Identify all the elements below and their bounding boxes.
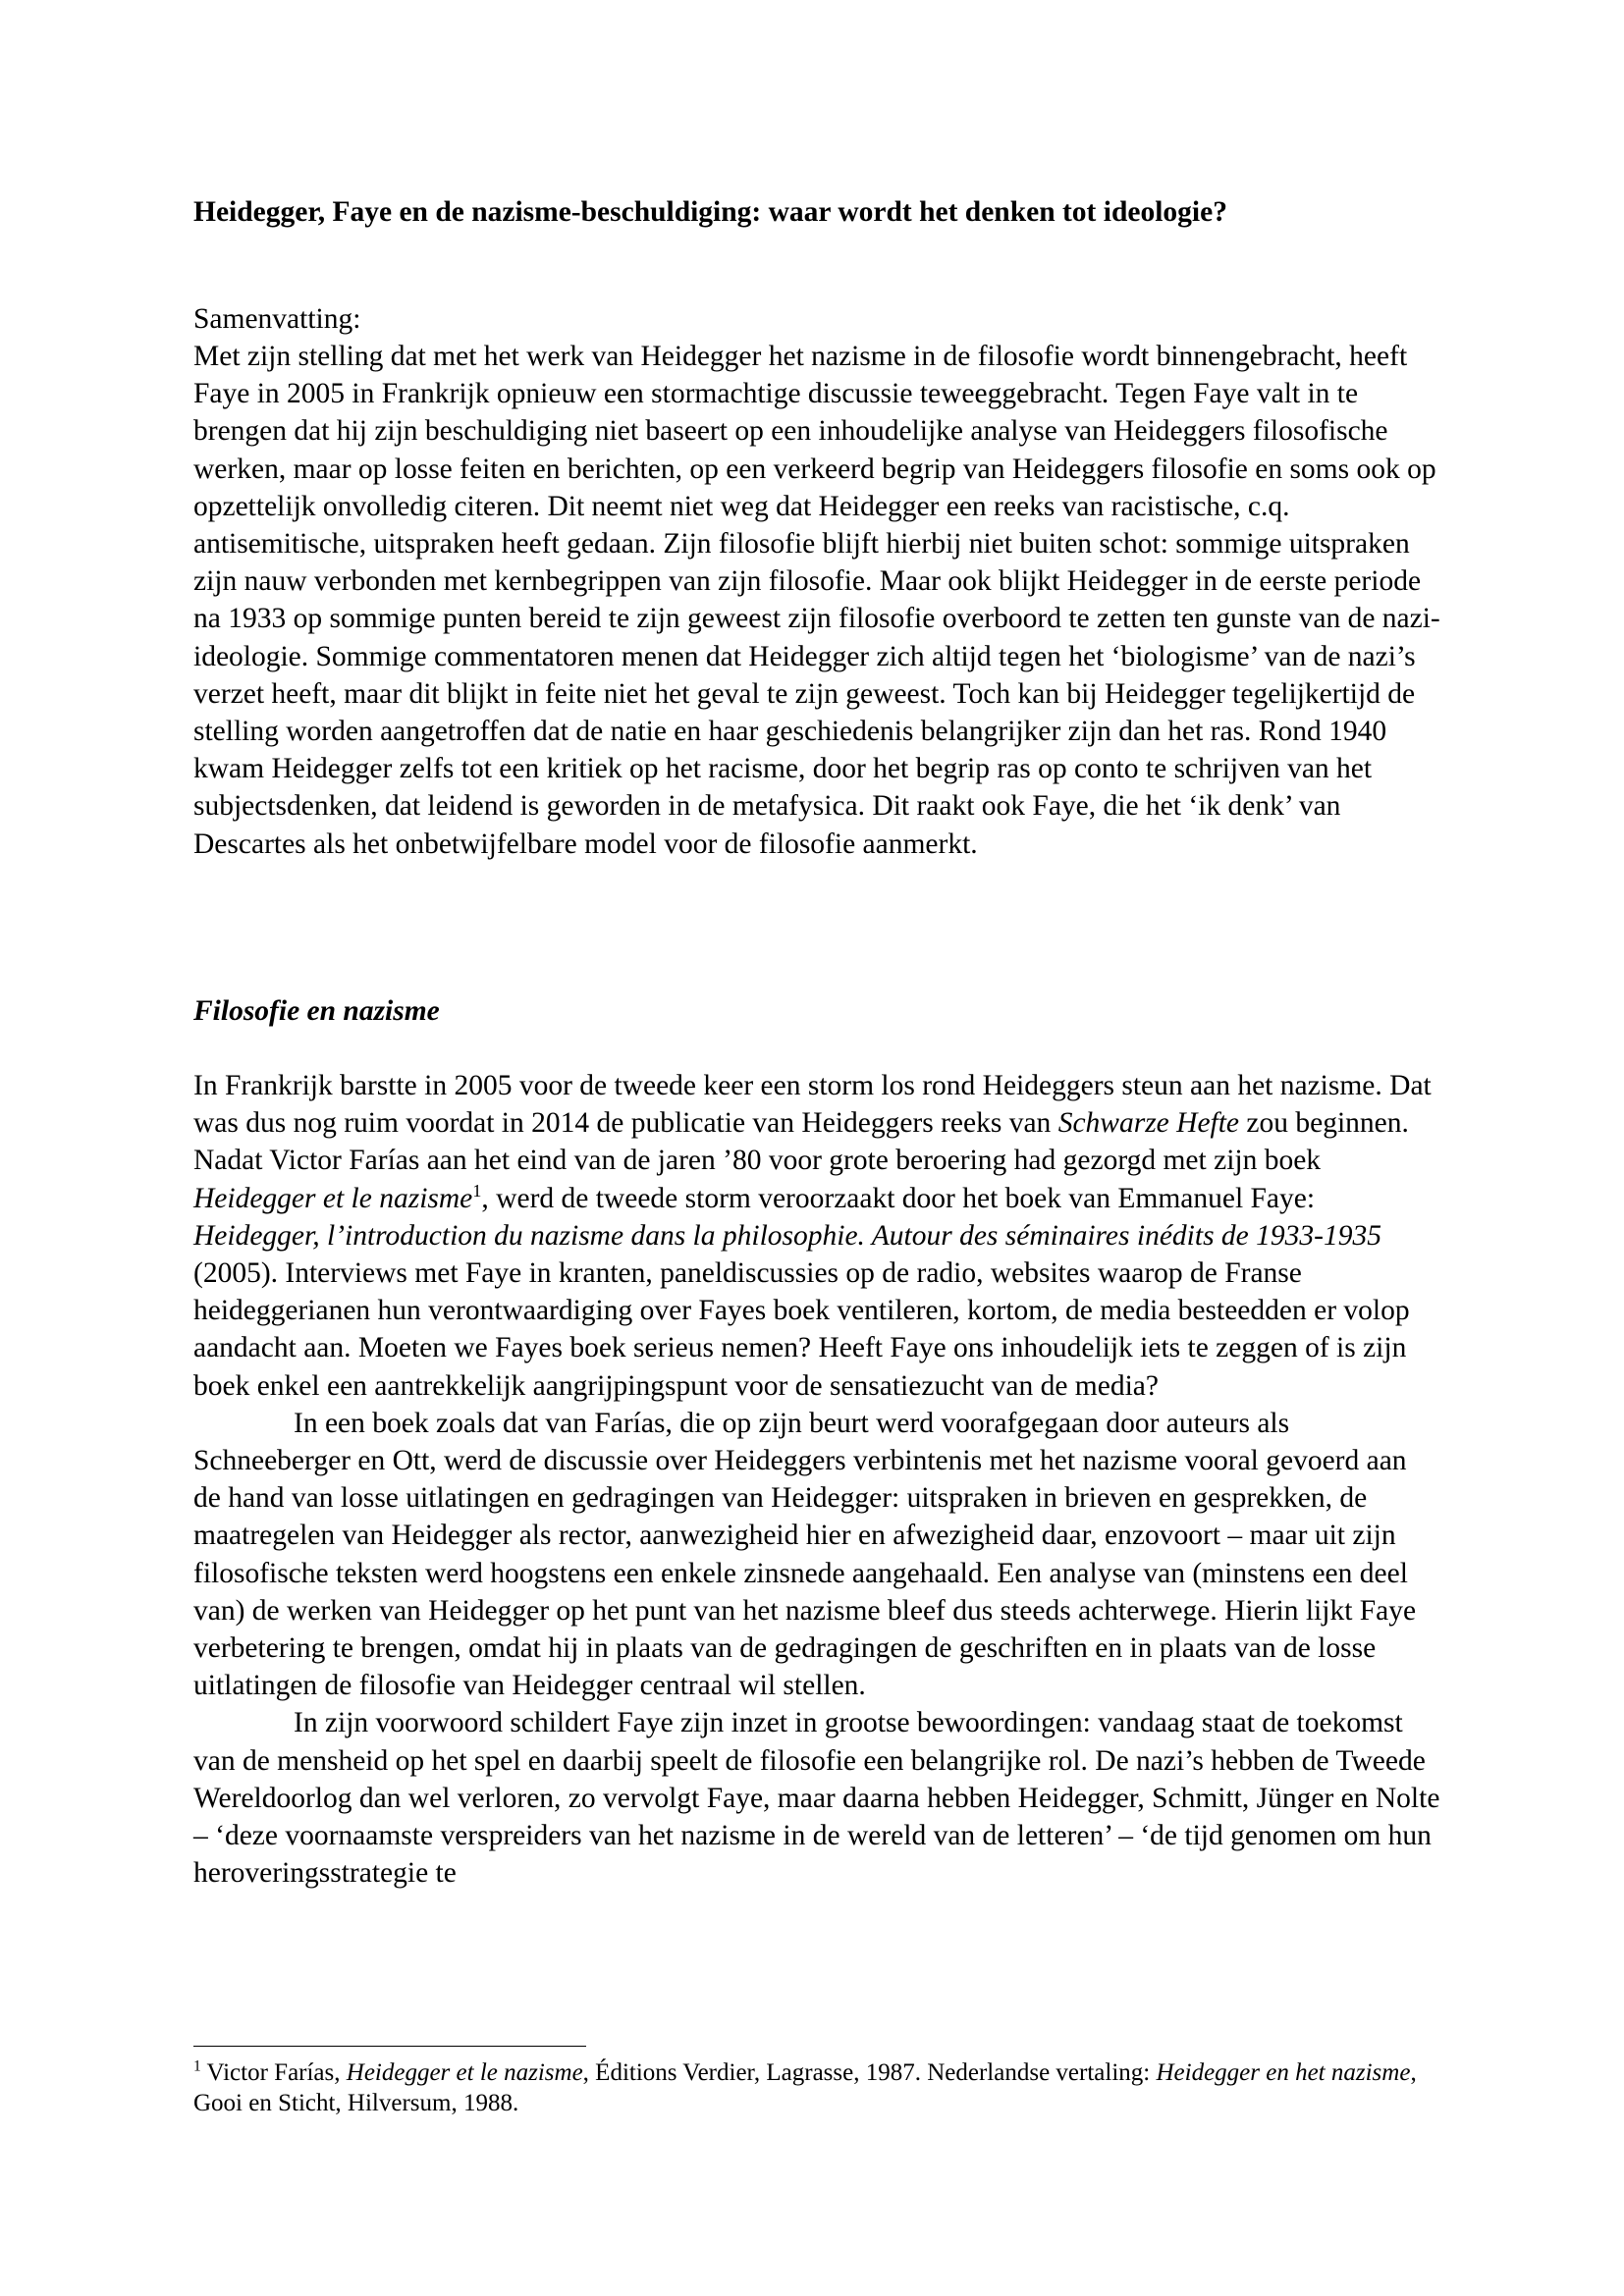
p1-text-a: In Frankrijk barstte in 2005 voor de tweede keer een storm los rond Heideggers steun aan het nazisme. Dat was dus nog ruim voordat in 2014 de publicatie van Heideggers reeks van	[193, 1070, 1432, 1140]
p1-italic-schwarze-hefte: Schwarze Hefte	[1057, 1107, 1240, 1140]
p1-italic-book-title: Heidegger et le nazisme	[193, 1182, 473, 1214]
footnote-number: 1	[193, 2057, 201, 2075]
footnote-separator	[193, 2046, 586, 2047]
footnote	[193, 2057, 1440, 2118]
footnote-italic-title-nl: Heidegger en het nazisme	[1156, 2059, 1411, 2086]
abstract-text: Met zijn stelling dat met het werk van Heidegger het nazisme in de filosofie wordt binnengebracht, heeft Faye in 2005 in Frankrijk opnieuw een stormachtige discussie teweeggebracht. Tegen Faye valt in te brengen dat hij zijn beschuldiging niet baseert op een inhoudelijke analyse van Heideggers filosofische werken, maar op losse feiten en berichten, op een verkeerd begrip van Heideggers filosofie en soms ook op opzettelijk onvolledig citeren. Dit neemt niet weg dat Heidegger een reeks van racistische, c.q. antisemitische, uitspraken heeft gedaan. Zijn filosofie blijft hierbij niet buiten schot: sommige uitspraken zijn nauw verbonden met kernbegrippen van zijn filosofie. Maar ook blijkt Heidegger in de eerste periode na 1933 op sommige punten bereid te zijn geweest zijn filosofie overboord te zetten ten gunste van de nazi-ideologie. Sommige commentatoren menen dat Heidegger zich altijd tegen het ‘biologisme’ van de nazi’s verzet heeft, maar dit blijkt in feite niet het geval te zijn geweest. Toch kan bij Heidegger tegelijkertijd de stelling worden aangetroffen dat de natie en haar geschiedenis belangrijker zijn dan het ras. Rond 1940 kwam Heidegger zelfs tot een kritiek op het racisme, door het begrip ras op conto te schrijven van het subjectsdenken, dat leidend is geworden in de metafysica. Dit raakt ook Faye, die het ‘ik denk’ van Descartes als het onbetwijfelbare model voor de filosofie aanmerkt.	[193, 341, 1440, 860]
footnote-reference: 1	[472, 1180, 482, 1201]
p1-text-g: (2005). Interviews met Faye in kranten, paneldiscussies op de radio, websites waarop de Franse heideggerianen hun verontwaardiging over Fayes boek ventileren, kortom, de media besteedden er volop aandacht aan. Moeten we Fayes boek serieus nemen? Heeft Faye ons inhoudelijk iets te zeggen of is zijn boek enkel een aantrekkelijk aangrijpingspunt voor de sensatiezucht van de media?	[193, 1257, 1410, 1402]
p1-italic-faye-book-title: Heidegger, l’introduction du nazisme dans la philosophie. Autour des séminaires inédits de 1933-1935	[193, 1219, 1381, 1252]
paragraph-3: In zijn voorwoord schildert Faye zijn inzet in grootse bewoordingen: vandaag staat de toekomst van de mensheid op het spel en daarbij speelt de filosofie een belangrijke rol. De nazi’s hebben de Tweede Wereldoorlog dan wel verloren, zo vervolgt Faye, maar daarna hebben Heidegger, Schmitt, Jünger en Nolte – ‘deze voornaamste verspreiders van het nazisme in de wereld van de letteren’ – ‘de tijd genomen om hun heroveringsstrategie te	[193, 1707, 1440, 1890]
section-heading: Filosofie en nazisme	[193, 995, 440, 1027]
footnote-text-a: Victor Farías,	[200, 2059, 347, 2086]
footnote-text-e: , Gooi en Sticht, Hilversum, 1988.	[193, 2059, 1417, 2116]
paragraph-2: In een boek zoals dat van Farías, die op zijn beurt werd voorafgegaan door auteurs als Schneeberger en Ott, werd de discussie over Heideggers verbintenis met het nazisme vooral gevoerd aan de hand van losse uitlatingen en gedragingen van Heidegger: uitspraken in brieven en gesprekken, de maatregelen van Heidegger als rector, aanwezigheid hier en afwezigheid daar, enzovoort – maar uit zijn filosofische teksten werd hoogstens een enkele zinsnede aangehaald. Een analyse van (minstens een deel van) de werken van Heidegger op het punt van het nazisme bleef dus steeds achterwege. Hierin lijkt Faye verbetering te brengen, omdat hij in plaats van de gedragingen de geschriften en in plaats van de losse uitlatingen de filosofie van Heidegger centraal wil stellen.	[193, 1407, 1417, 1702]
document-title: Heidegger, Faye en de nazisme-beschuldiging: waar wordt het denken tot ideologie?	[193, 196, 1227, 228]
section-body	[193, 1067, 1440, 1892]
footnote-text-c: , Éditions Verdier, Lagrasse, 1987. Nederlandse vertaling:	[582, 2059, 1157, 2086]
abstract-label: Samenvatting:	[193, 303, 361, 335]
document-page	[193, 0, 1440, 2296]
footnote-italic-title-fr: Heidegger et le nazisme	[346, 2059, 583, 2086]
p1-text-e: , werd de tweede storm veroorzaakt door het boek van Emmanuel Faye:	[481, 1182, 1316, 1214]
p1-text-c: zou beginnen. Nadat Victor Farías aan het eind van de jaren ’80 voor grote beroering had gezorgd met zijn boek	[193, 1107, 1409, 1177]
paragraph-1	[193, 1067, 1440, 1405]
